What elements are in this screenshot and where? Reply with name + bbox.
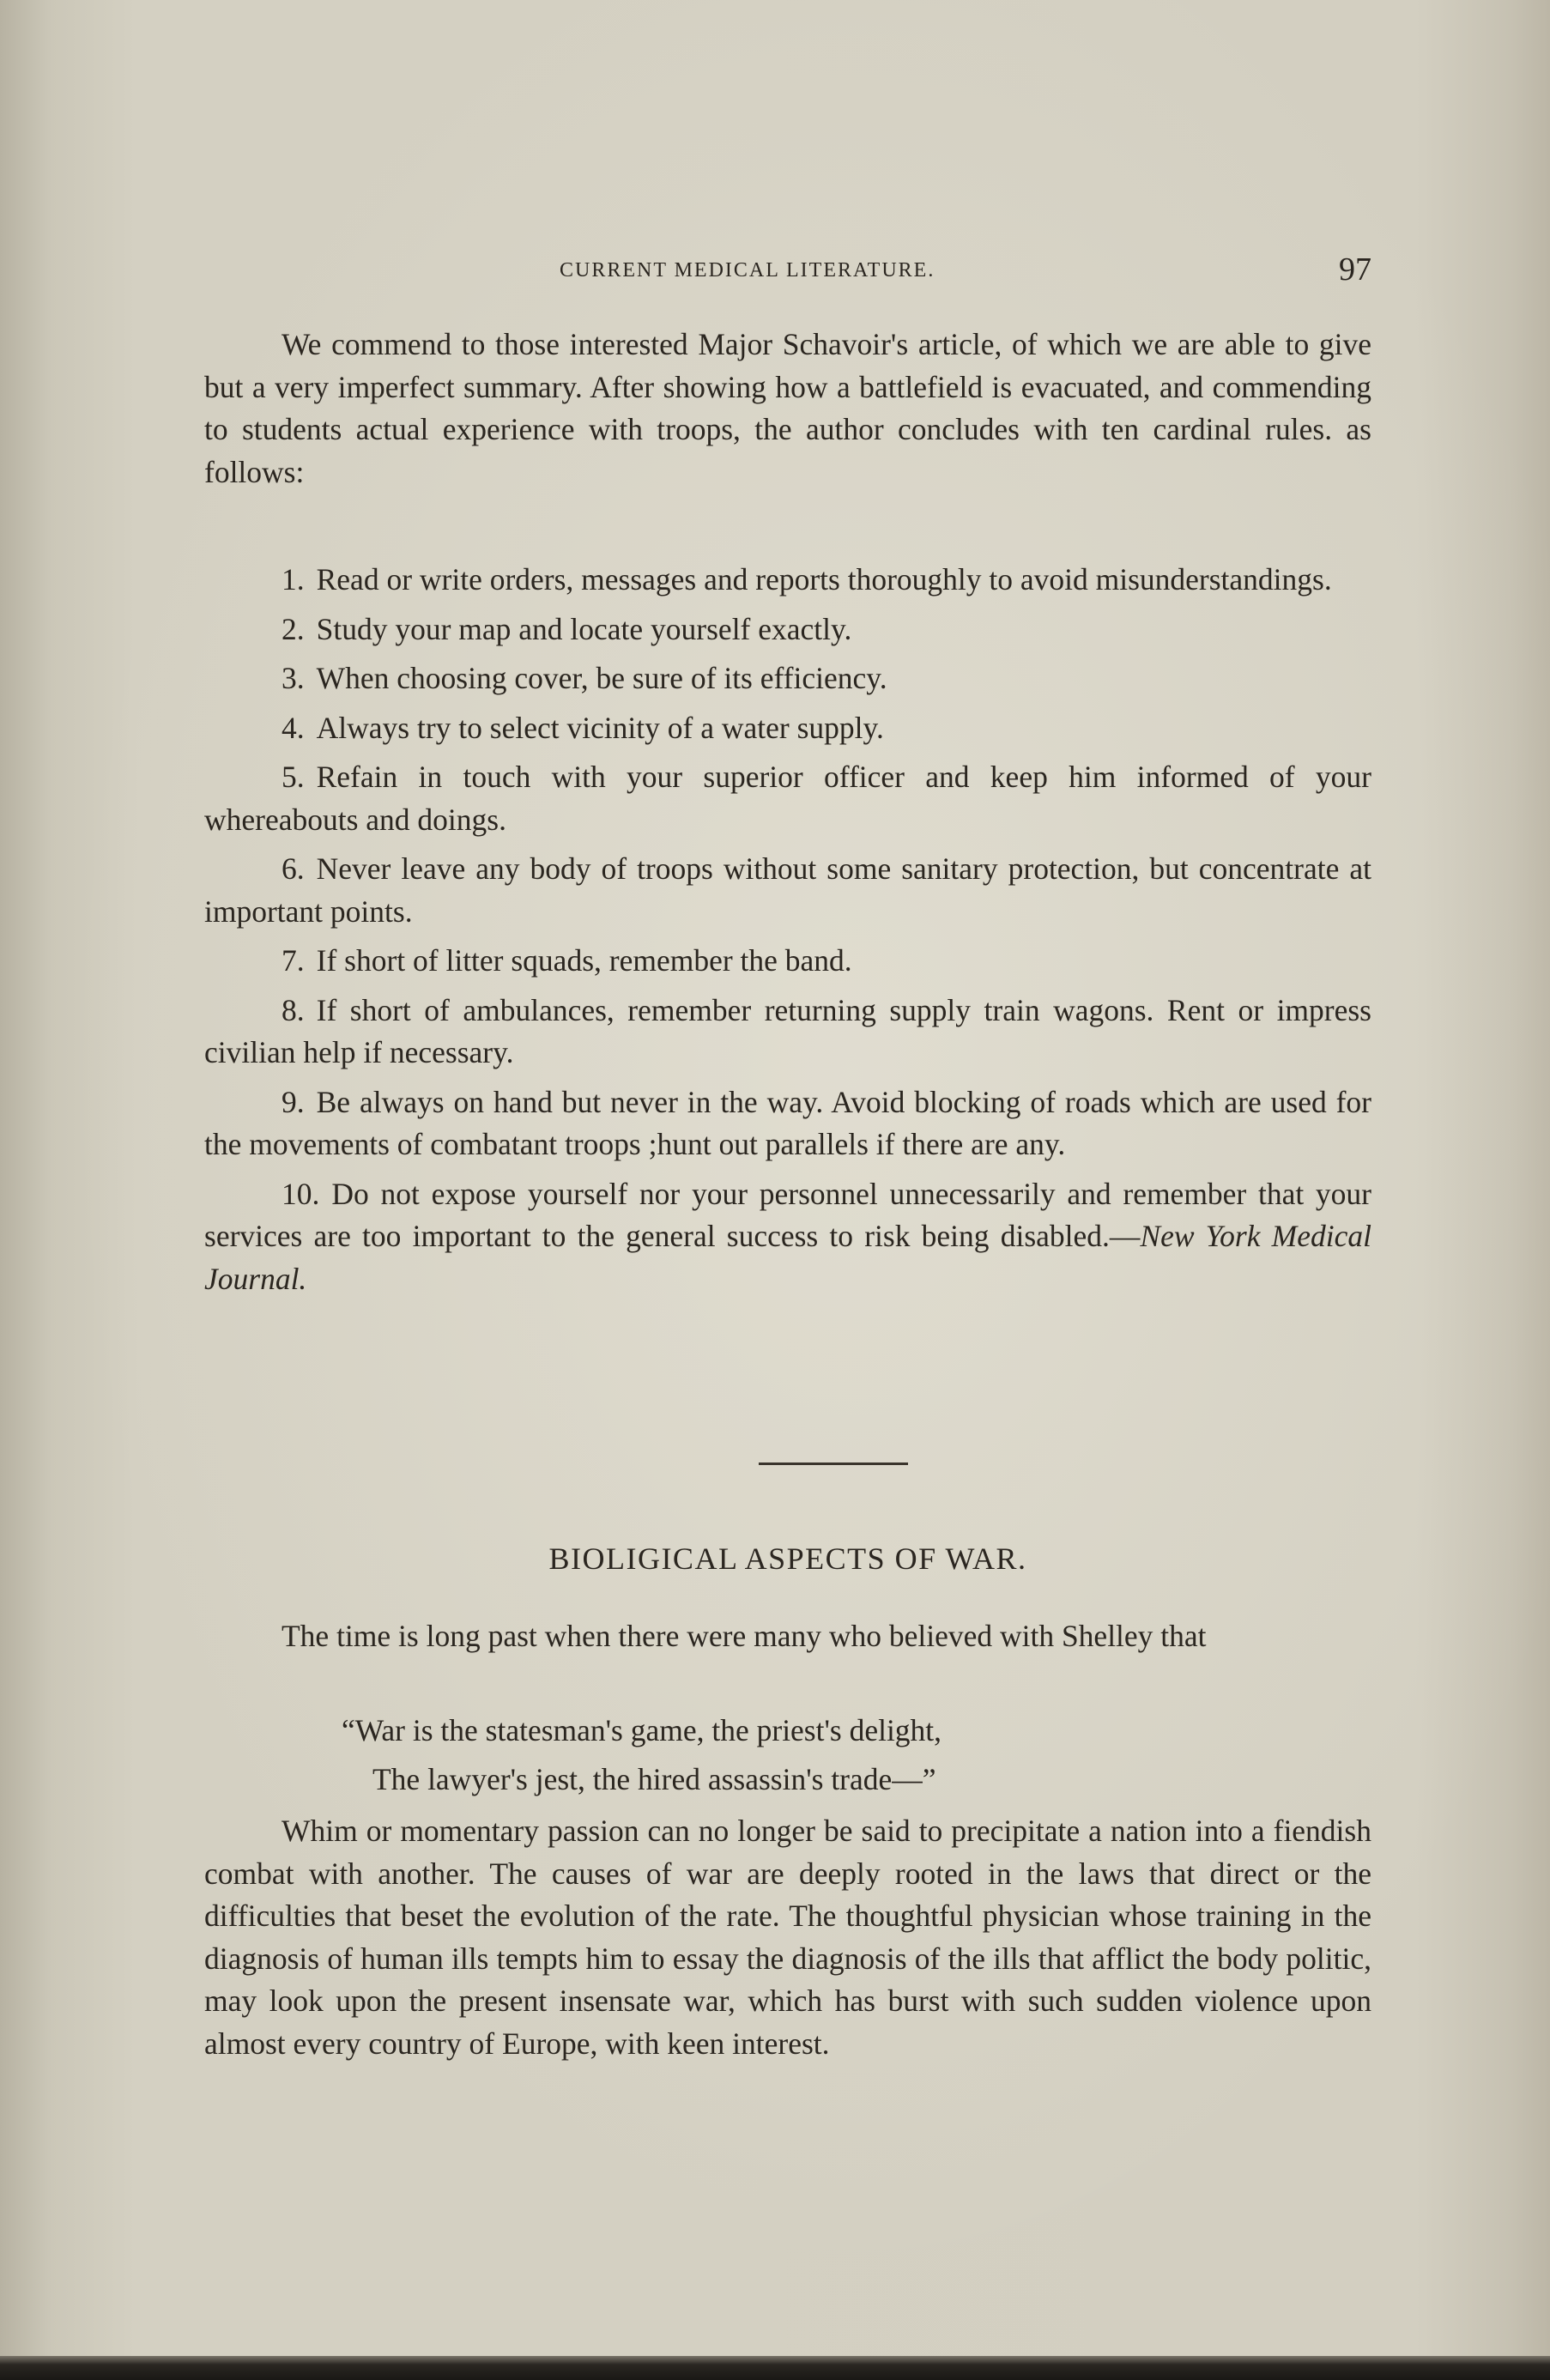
closing-paragraph-block [204,1810,1371,2065]
rule-number: 3. [282,661,305,695]
rule-number: 6. [282,851,305,886]
list-item [204,848,1371,933]
list-item [204,940,1371,983]
section-intro: The time is long past when there were many who believed with Shelley that [282,1619,1207,1653]
verse-line: “War is the statesman's game, the priest's delight, [342,1713,942,1747]
running-head [204,251,1371,294]
list-item [204,1081,1371,1166]
section-heading: BIOLIGICAL ASPECTS OF WAR. [548,1541,1027,1576]
rule-text: Study your map and locate yourself exactly. [316,611,852,646]
rule-text: Refain in touch with your superior officer and keep him informed of your whereabouts and doings. [204,760,1371,837]
rule-number: 8. [282,992,305,1027]
list-item [204,990,1371,1075]
closing-paragraph: Whim or momentary passion can no longer be said to precipitate a nation into a fiendish combat with another. The causes of war are deeply rooted in the laws that direct or the difficulties that beset the evolution of the rate. The thoughtful physician whose training in the diagnosis of human ills tempts him to essay the diagnosis of the ills that afflict the body politic, may look upon the present insensate war, which has burst with such sudden violence upon almost every country of Europe, with keen interest. [204,1814,1371,2061]
section-intro-block [204,1615,1371,1658]
rules-list [204,559,1371,1307]
list-item [204,707,1371,750]
rule-text: When choosing cover, be sure of its efficiency. [316,661,887,695]
intro-paragraph: We commend to those interested Major Schavoir's article, of which we are able to give but a very imperfect summary. After showing how a battlefield is evacuated, and commending to students actual experience with troops, the author concludes with ten cardinal rules. as follows: [204,327,1371,489]
list-item [204,609,1371,651]
list-item [204,657,1371,700]
verse-line: The lawyer's jest, the hired assassin's trade—” [372,1762,936,1796]
rule-text: Never leave any body of troops without some sanitary protection, but concentrate at important points. [204,851,1371,929]
section-divider [759,1463,908,1465]
rule-number: 1. [282,562,305,597]
rule-text: Be always on hand but never in the way. Avoid blocking of roads which are used for the movements of combatant troops ;hunt out parallels if there are any. [204,1084,1371,1161]
rule-text: Read or write orders, messages and reports thoroughly to avoid misunderstandings. [316,562,1332,597]
rule-number: 7. [282,943,305,978]
rule-number: 9. [282,1084,305,1119]
list-item [204,559,1371,602]
intro-paragraph-block [204,324,1371,494]
rule-number: 2. [282,611,305,646]
list-item [204,756,1371,841]
rule-text: Do not expose yourself nor your personnel unnecessarily and remember that your services are too important to the general success to risk being disabled.— [204,1176,1371,1253]
rule-text: If short of ambulances, remember returning supply train wagons. Rent or impress civilian help if necessary. [204,992,1371,1069]
rule-text: Always try to select vicinity of a water supply. [316,710,884,745]
list-item [204,1173,1371,1301]
rule-number: 5. [282,760,305,794]
rule-source: New York Medical Journal. [204,1219,1371,1296]
page-bottom-edge [0,2356,1550,2380]
rule-number: 10. [282,1176,320,1211]
running-title: CURRENT MEDICAL LITERATURE. [560,259,935,282]
rule-number: 4. [282,710,305,745]
page-number: 97 [1339,251,1371,288]
rule-text: If short of litter squads, remember the band. [316,943,852,978]
